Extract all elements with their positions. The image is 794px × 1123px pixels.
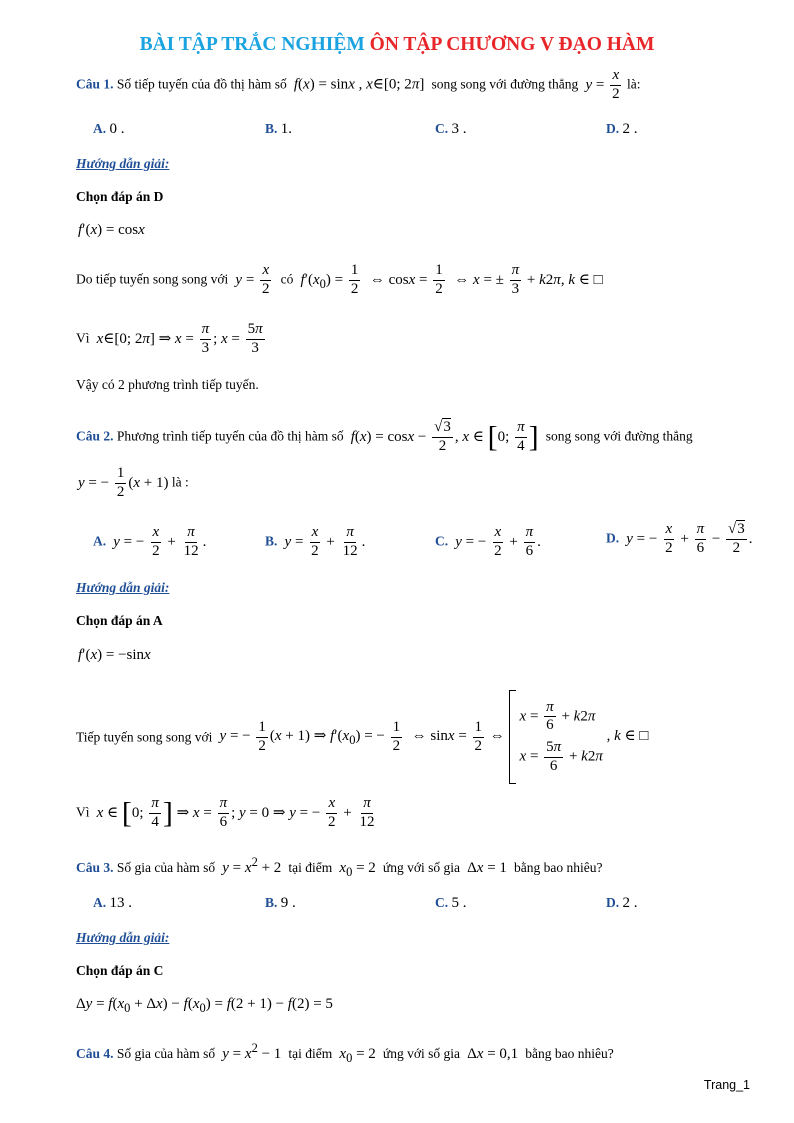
question-2-mid: song song với đường thẳng	[545, 428, 693, 444]
q2-option-c[interactable]: C. y = − $\frac{x}{2}$ + $\frac{\pi}{6}$ .	[435, 524, 541, 559]
q2-option-d[interactable]: D. y = − $\frac{x}{2}$ + $\frac{\pi}{6}$ − $\frac{√3}{2}$ .	[606, 521, 753, 556]
q1-line: y = $\frac{x}{2}$	[585, 67, 620, 102]
q2-option-b[interactable]: B. y = $\frac{x}{2}$ + $\frac{\pi}{12}$ .	[265, 524, 366, 559]
question-4: Câu 4. Số gia của hàm số $y = x^2 - 1$ tại điểm $x_0 = 2$ ứng với số gia Δx = 0,1 bằng bao nhiêu?	[76, 1041, 614, 1065]
q2-step-3: Vì x ∈ [0; $\frac{\pi}{4}$ ] ⇒ x = $\frac{\pi}{6}$ ; y = 0 ⇒ y = − $\frac{x}{2}$ + $\frac{\pi}{12}$	[76, 795, 375, 830]
q3-option-c[interactable]: C. 5 .	[435, 895, 467, 911]
q2-function: f(x) = cosx − $\frac{√3}{2}$ , x ∈ [0; $\frac{\pi}{4}$ ]	[350, 419, 539, 454]
q2-option-a[interactable]: A. y = − $\frac{x}{2}$ + $\frac{\pi}{12}$ .	[93, 524, 207, 559]
question-1	[76, 68, 640, 103]
q3-guide-heading: Hướng dẫn giải:	[76, 930, 170, 945]
q2-answer: Chọn đáp án A	[76, 613, 163, 628]
title-part-1: BÀI TẬP TRẮC NGHIỆM	[139, 34, 370, 55]
question-2-text: Phương trình tiếp tuyến của đồ thị hàm số	[116, 428, 344, 444]
q2-derivative: f′(x) = −sinx	[78, 647, 151, 663]
question-2-end: là :	[171, 474, 189, 490]
question-2	[76, 420, 693, 455]
question-1-end: là:	[626, 76, 641, 92]
q2-guide-heading: Hướng dẫn giải:	[76, 580, 170, 595]
q1-answer: Chọn đáp án D	[76, 189, 164, 204]
question-1-label: Câu 1.	[76, 76, 114, 92]
q3-option-d[interactable]: D. 2 .	[606, 895, 638, 911]
page-title	[0, 34, 794, 56]
q2-line: y = − $\frac{1}{2}$ (x + 1) là :	[78, 465, 189, 500]
q1-step-2: Do tiếp tuyến song song với y = $\frac{x}{2}$ có $f'(x_0)$ = $\frac{1}{2}$ ⇔ cosx = $\frac{1}{2}$ ⇔ x = ± $\frac{\pi}{3}$ + k2π, k ∈ □	[76, 262, 603, 297]
q1-conclusion: Vậy có 2 phương trình tiếp tuyến.	[76, 377, 259, 392]
page-number: Trang_1	[703, 1078, 750, 1092]
q3-computation: $\Delta y = f(x_0 + \Delta x) - f(x_0) = f(2 + 1) - f(2) = 5$	[76, 996, 333, 1015]
question-1-text: Số tiếp tuyến của đồ thị hàm số	[116, 76, 287, 92]
q1-derivative: f′(x) = cosx	[78, 222, 145, 238]
q1-option-c[interactable]: C. 3 .	[435, 121, 467, 137]
q1-option-d[interactable]: D. 2 .	[606, 121, 638, 137]
q1-option-a[interactable]: A. 0 .	[93, 121, 125, 137]
q1-function: f(x) = sinx , x∈[0; 2π]	[293, 76, 429, 93]
question-1-mid: song song với đường thẳng	[431, 76, 579, 92]
q2-step-2: Tiếp tuyến song song với y = − $\frac{1}{2}$ (x + 1) ⇒ $f'(x_0)$ = − $\frac{1}{2}$ ⇔ sinx = $\frac{1}{2}$ ⇔ x = $\frac{\pi}{6}$ + k2π x = $\frac{5\pi}{6}$ + k2π , k ∈ □	[76, 690, 648, 784]
q1-step-3: Vì x∈[0; 2π] ⇒ x = $\frac{\pi}{3}$ ; x = $\frac{5\pi}{3}$	[76, 321, 263, 356]
question-4-label: Câu 4.	[76, 1046, 114, 1061]
q1-option-b[interactable]: B. 1.	[265, 121, 293, 137]
q3-option-a[interactable]: A. 13 .	[93, 895, 132, 911]
question-3: Câu 3. Số gia của hàm số $y = x^2 + 2$ tại điểm $x_0 = 2$ ứng với số gia Δx = 1 bằng bao nhiêu?	[76, 855, 603, 879]
q3-answer: Chọn đáp án C	[76, 963, 164, 978]
question-2-label: Câu 2.	[76, 428, 114, 444]
q3-option-b[interactable]: B. 9 .	[265, 895, 296, 911]
question-3-label: Câu 3.	[76, 860, 114, 875]
title-part-2: ÔN TẬP CHƯƠNG V ĐẠO HÀM	[369, 34, 655, 55]
q1-guide-heading: Hướng dẫn giải:	[76, 156, 170, 171]
